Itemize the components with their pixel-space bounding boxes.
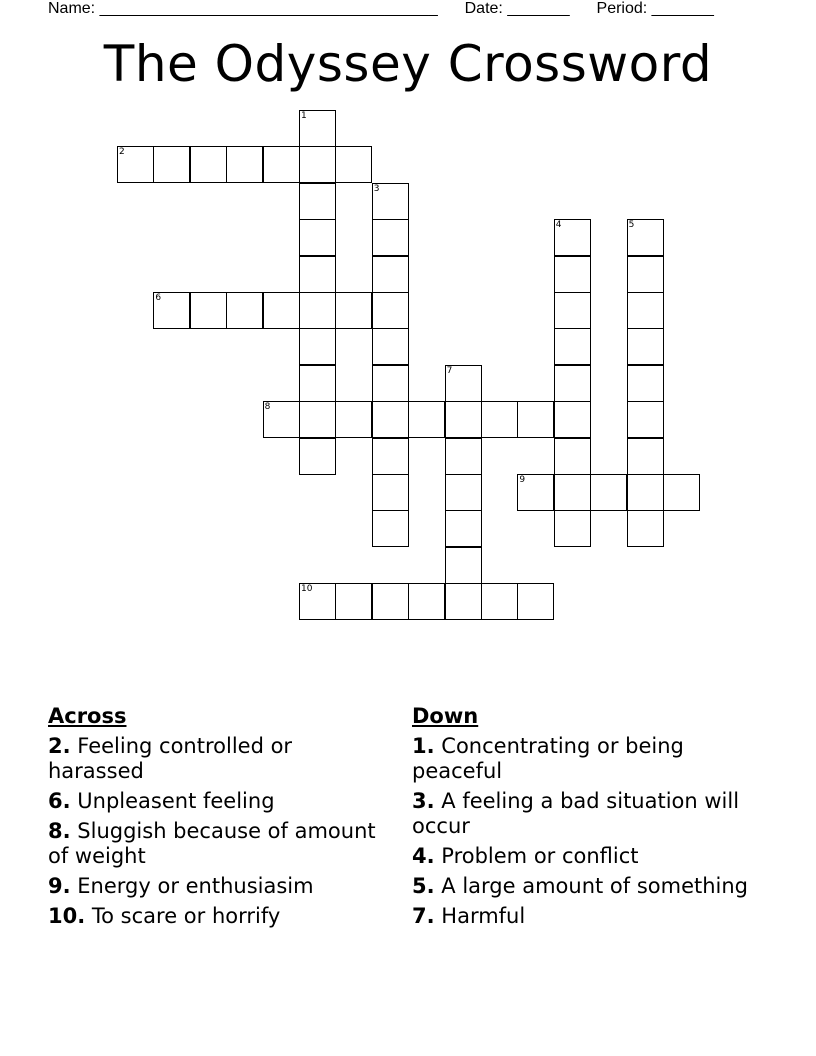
- across-clue: 8. Sluggish because of amount of weight: [48, 819, 376, 868]
- clue-number: 2: [119, 147, 125, 158]
- crossword-cell[interactable]: [372, 256, 409, 293]
- down-heading: Down: [412, 704, 479, 728]
- crossword-cell[interactable]: [299, 583, 336, 620]
- crossword-cell[interactable]: [481, 583, 518, 620]
- crossword-cell[interactable]: [408, 401, 445, 438]
- crossword-cell[interactable]: [299, 292, 336, 329]
- down-clues: [412, 704, 752, 934]
- crossword-cell[interactable]: [517, 474, 554, 511]
- crossword-cell[interactable]: [335, 292, 372, 329]
- crossword-cell[interactable]: [627, 256, 664, 293]
- crossword-cell[interactable]: [627, 328, 664, 365]
- crossword-cell[interactable]: [153, 146, 190, 183]
- crossword-cell[interactable]: [335, 146, 372, 183]
- crossword-cell[interactable]: [190, 146, 227, 183]
- crossword-cell[interactable]: [263, 146, 300, 183]
- crossword-cell[interactable]: [554, 256, 591, 293]
- across-heading: Across: [48, 704, 127, 728]
- crossword-cell[interactable]: [481, 401, 518, 438]
- crossword-cell[interactable]: [627, 474, 664, 511]
- crossword-cell[interactable]: [445, 474, 482, 511]
- clue-number: 4: [555, 220, 562, 231]
- crossword-cell[interactable]: [299, 438, 336, 475]
- crossword-cell[interactable]: [299, 110, 336, 147]
- crossword-cell[interactable]: [226, 146, 263, 183]
- crossword-cell[interactable]: [263, 292, 300, 329]
- crossword-cell[interactable]: [299, 256, 336, 293]
- across-clues: [48, 704, 378, 934]
- crossword-cell[interactable]: [554, 219, 591, 256]
- crossword-cell[interactable]: [372, 219, 409, 256]
- crossword-cell[interactable]: [263, 401, 300, 438]
- crossword-cell[interactable]: [372, 183, 409, 220]
- crossword-cell[interactable]: [335, 583, 372, 620]
- crossword-cell[interactable]: [372, 583, 409, 620]
- crossword-cell[interactable]: [554, 292, 591, 329]
- crossword-cell[interactable]: [627, 219, 664, 256]
- crossword-cell[interactable]: [153, 292, 190, 329]
- crossword-cell[interactable]: [627, 438, 664, 475]
- clue-number: 7: [446, 365, 453, 376]
- crossword-cell[interactable]: [372, 474, 409, 511]
- crossword-cell[interactable]: [517, 583, 554, 620]
- crossword-cell[interactable]: [445, 510, 482, 547]
- period-field-label: Period: _______: [596, 0, 714, 17]
- clue-number: 1: [301, 111, 307, 121]
- crossword-cell[interactable]: [554, 365, 591, 402]
- date-field-label: Date: _______: [464, 0, 570, 17]
- down-clue: 4. Problem or conflict: [412, 844, 639, 868]
- crossword-cell[interactable]: [445, 438, 482, 475]
- crossword-cell[interactable]: [299, 328, 336, 365]
- across-clue: 6. Unpleasent feeling: [48, 789, 275, 813]
- crossword-cell[interactable]: [299, 401, 336, 438]
- crossword-cell[interactable]: [372, 401, 409, 438]
- down-clue: 3. A feeling a bad situation will occur: [412, 789, 740, 838]
- crossword-cell[interactable]: [299, 219, 336, 256]
- clue-number: 10: [301, 584, 313, 595]
- crossword-cell[interactable]: [590, 474, 627, 511]
- crossword-cell[interactable]: [554, 474, 591, 511]
- clue-number: 5: [628, 220, 635, 231]
- crossword-cell[interactable]: [372, 510, 409, 547]
- crossword-cell[interactable]: [554, 328, 591, 365]
- across-clue: 2. Feeling controlled or harassed: [48, 734, 293, 783]
- crossword-cell[interactable]: [554, 438, 591, 475]
- clue-number: 3: [373, 183, 380, 194]
- crossword-cell[interactable]: [445, 583, 482, 620]
- across-clue: 9. Energy or enthusiasim: [48, 874, 314, 898]
- clue-number: 8: [264, 402, 271, 413]
- crossword-cell[interactable]: [517, 401, 554, 438]
- crossword-cell[interactable]: [226, 292, 263, 329]
- down-clue: 1. Concentrating or being peaceful: [412, 734, 684, 783]
- crossword-cell[interactable]: [372, 365, 409, 402]
- clue-number: 9: [519, 475, 526, 485]
- crossword-cell[interactable]: [117, 146, 154, 183]
- crossword-cell[interactable]: [190, 292, 227, 329]
- name-field-label: Name: ______________________________________: [48, 0, 438, 17]
- crossword-cell[interactable]: [445, 547, 482, 584]
- crossword-cell[interactable]: [445, 401, 482, 438]
- crossword-cell[interactable]: [445, 365, 482, 402]
- crossword-cell[interactable]: [299, 146, 336, 183]
- down-clue: 7. Harmful: [412, 904, 526, 928]
- crossword-cell[interactable]: [372, 292, 409, 329]
- crossword-cell[interactable]: [554, 401, 591, 438]
- crossword-cell[interactable]: [627, 401, 664, 438]
- crossword-cell[interactable]: [408, 583, 445, 620]
- down-clue: 5. A large amount of something: [412, 874, 749, 898]
- page-title: The Odyssey Crossword: [103, 35, 713, 93]
- clue-number: 6: [155, 293, 162, 303]
- crossword-cell[interactable]: [299, 365, 336, 402]
- crossword-cell[interactable]: [663, 474, 700, 511]
- crossword-cell[interactable]: [372, 328, 409, 365]
- crossword-cell[interactable]: [627, 510, 664, 547]
- crossword-cell[interactable]: [335, 401, 372, 438]
- crossword-cell[interactable]: [372, 438, 409, 475]
- across-clue: 10. To scare or horrify: [48, 904, 281, 928]
- crossword-cell[interactable]: [554, 510, 591, 547]
- crossword-cell[interactable]: [627, 292, 664, 329]
- crossword-cell[interactable]: [627, 365, 664, 402]
- crossword-cell[interactable]: [299, 183, 336, 220]
